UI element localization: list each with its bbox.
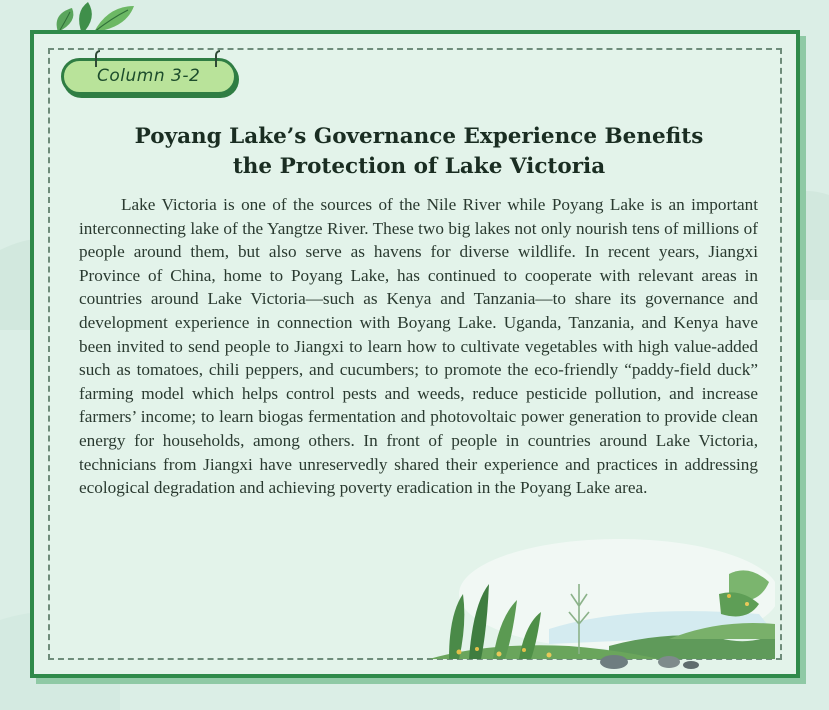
column-card (30, 30, 800, 678)
column-label: Column 3-2 (97, 66, 201, 86)
lake-landscape-illustration (429, 534, 775, 672)
title-line-1: Poyang Lake’s Governance Experience Benefits (134, 124, 704, 149)
column-tag (61, 58, 237, 95)
body-paragraph: Lake Victoria is one of the sources of the Nile River while Poyang Lake is an important interconnecting lake of the Yangtze River. These two big lakes not only nourish tens of millions of people around them, but also serve as havens for diverse wildlife. In recent years, Jiangxi Province of China, home to Poyang Lake, has continued to cooperate with relevant areas in countries around Lake Victoria—such as Kenya and Tanzania—to share its governance and development experience in connection with Boyang Lake. Uganda, Tanzania, and Kenya have been invited to send people to Jiangxi to learn how to cultivate vegetables with high value-added such as tomatoes, chili peppers, and cucumbers; to promote the eco-friendly “paddy-field duck” farming model which helps control pests and weeds, reduce pesticide pollution, and increase farmers’ income; to learn biogas fermentation and photovoltaic power generation to provide clean energy for households, among others. In front of people in countries around Lake Victoria, technicians from Jiangxi have unreservedly shared their experience and practices in addressing ecological degradation and achieving poverty eradication in the Poyang Lake area. (79, 195, 758, 498)
title-line-2: the Protection of Lake Victoria (232, 154, 606, 179)
binder-ring-icon (210, 49, 222, 69)
